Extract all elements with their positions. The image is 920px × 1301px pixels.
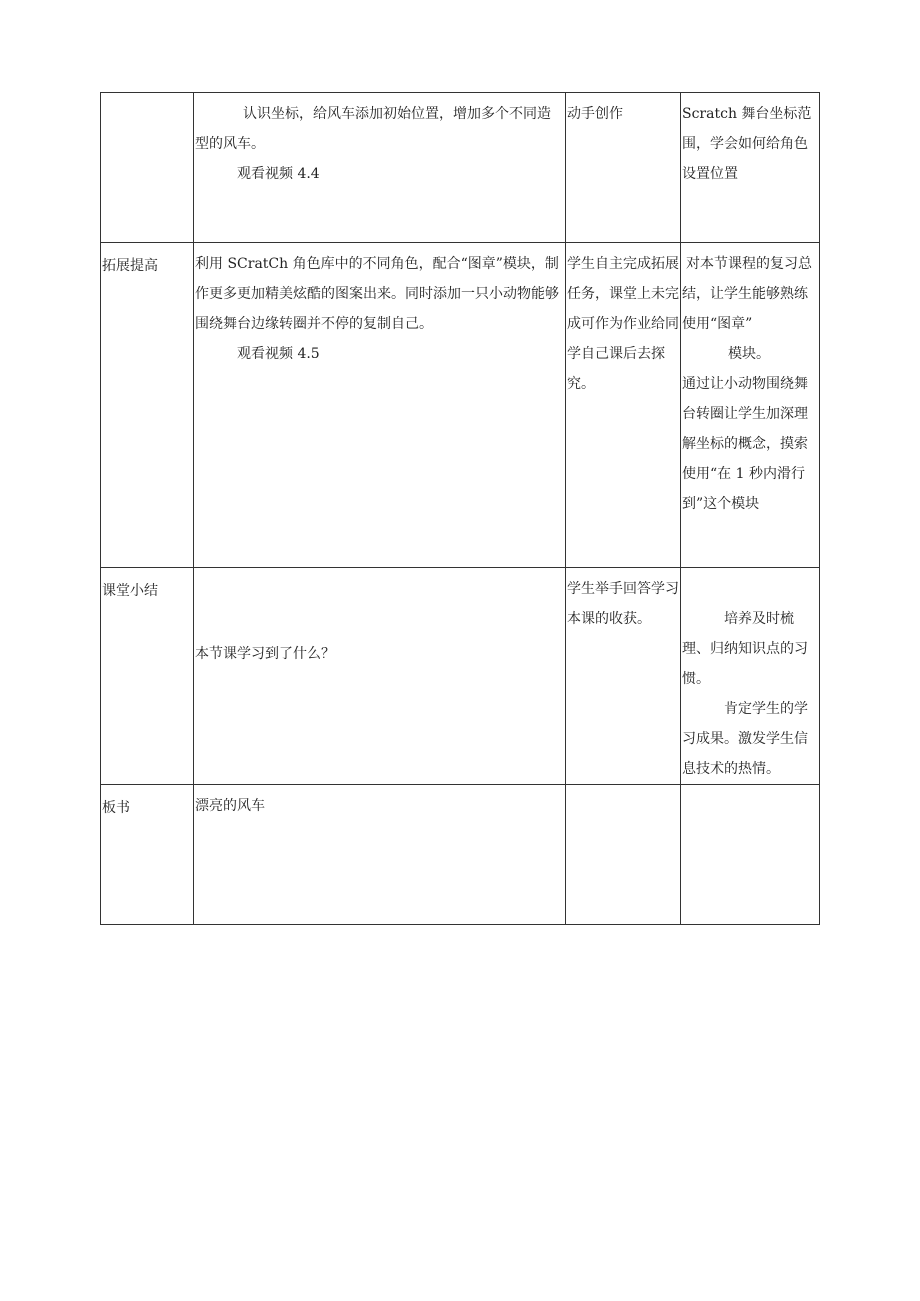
table-row <box>101 785 820 925</box>
activity-text: 本节课学习到了什么？ <box>195 646 335 662</box>
video-reference: 观看视频 4.4 <box>237 166 320 182</box>
stage-label-cell: 拓展提高 <box>101 243 194 568</box>
table-row <box>101 93 820 243</box>
activity-cell <box>194 93 566 243</box>
activity-cell <box>194 568 566 785</box>
purpose-text: 对本节课程的复习总结，让学生能够熟练使用“图章” <box>682 256 812 332</box>
video-reference: 观看视频 4.5 <box>237 346 320 362</box>
activity-text: 认识坐标，给风车添加初始位置，增加多个不同造型的风车。 <box>195 106 551 152</box>
purpose-text: 肯定学生的学习成果。激发学生信息技术的热情。 <box>682 701 808 777</box>
purpose-text: 通过让小动物围绕舞台转圈让学生加深理解坐标的概念，摸索使用“在 1 秒内滑行到”这个模块 <box>682 376 808 512</box>
design-purpose-cell <box>681 568 820 785</box>
activity-cell <box>194 243 566 568</box>
purpose-text: 模块。 <box>728 346 770 362</box>
design-purpose-cell <box>681 243 820 568</box>
table-row <box>101 243 820 568</box>
student-activity-cell <box>566 785 681 925</box>
student-activity-cell: 学生举手回答学习本课的收获。 <box>566 568 681 785</box>
table-row <box>101 568 820 785</box>
design-purpose-cell <box>681 785 820 925</box>
purpose-text: 培养及时梳理、归纳知识点的习惯。 <box>682 611 808 687</box>
stage-label-cell <box>101 93 194 243</box>
activity-cell: 漂亮的风车 <box>194 785 566 925</box>
design-purpose-cell: Scratch 舞台坐标范围，学会如何给角色设置位置 <box>681 93 820 243</box>
stage-label-cell: 板书 <box>101 785 194 925</box>
student-activity-cell: 学生自主完成拓展任务，课堂上未完成可作为作业给同学自己课后去探究。 <box>566 243 681 568</box>
student-activity-cell: 动手创作 <box>566 93 681 243</box>
lesson-plan-table <box>100 92 820 925</box>
stage-label-cell: 课堂小结 <box>101 568 194 785</box>
activity-text: 利用 SCratCh 角色库中的不同角色，配合“图章”模块，制作更多更加精美炫酷的图案出来。同时添加一只小动物能够围绕舞台边缘转圈并不停的复制自己。 <box>195 256 559 332</box>
